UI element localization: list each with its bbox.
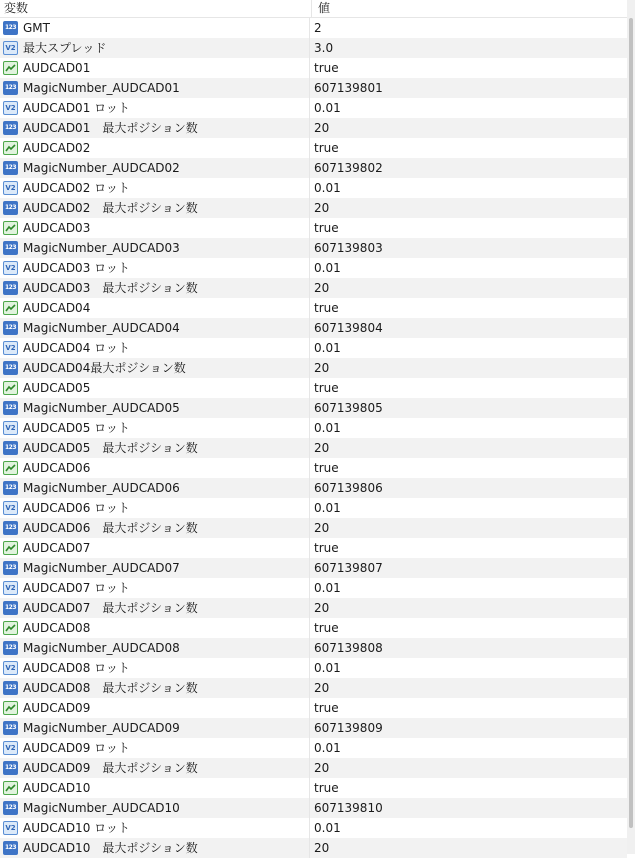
variable-cell: [0, 258, 310, 278]
double-type-icon: V2: [3, 501, 18, 515]
table-row[interactable]: [0, 78, 627, 98]
variable-cell: [0, 458, 310, 478]
table-row[interactable]: [0, 98, 627, 118]
variable-cell: [0, 358, 310, 378]
integer-type-icon: 123: [3, 601, 18, 615]
double-type-icon: V2: [3, 421, 18, 435]
value-cell[interactable]: 0.01: [314, 341, 341, 355]
variable-name: AUDCAD02: [23, 141, 91, 155]
variable-cell: [0, 58, 310, 78]
table-row[interactable]: [0, 138, 627, 158]
variable-name: AUDCAD06: [23, 461, 91, 475]
variable-name: AUDCAD10 最大ポジション数: [23, 841, 198, 855]
value-cell[interactable]: 607139808: [314, 641, 383, 655]
value-cell[interactable]: 0.01: [314, 661, 341, 675]
integer-type-icon: 123: [3, 441, 18, 455]
value-cell[interactable]: 0.01: [314, 101, 341, 115]
table-row[interactable]: [0, 318, 627, 338]
table-row[interactable]: [0, 358, 627, 378]
integer-type-icon: 123: [3, 201, 18, 215]
table-row[interactable]: [0, 718, 627, 738]
variable-cell: [0, 338, 310, 358]
integer-type-icon: 123: [3, 401, 18, 415]
variable-cell: [0, 758, 310, 778]
variable-cell: [0, 98, 310, 118]
variable-name: AUDCAD04: [23, 301, 91, 315]
variable-cell: [0, 438, 310, 458]
variable-cell: [0, 838, 310, 858]
vertical-scrollbar[interactable]: [627, 0, 635, 854]
value-cell[interactable]: 20: [314, 201, 330, 215]
integer-type-icon: 123: [3, 241, 18, 255]
table-row[interactable]: [0, 838, 627, 858]
double-type-icon: V2: [3, 741, 18, 755]
variable-cell: [0, 578, 310, 598]
table-row[interactable]: [0, 638, 627, 658]
table-row[interactable]: [0, 498, 627, 518]
variable-name: MagicNumber_AUDCAD09: [23, 721, 180, 735]
integer-type-icon: 123: [3, 361, 18, 375]
variable-name: AUDCAD04最大ポジション数: [23, 361, 186, 375]
value-cell[interactable]: 607139802: [314, 161, 383, 175]
table-row[interactable]: [0, 818, 627, 838]
column-header-value[interactable]: 値: [318, 1, 331, 15]
value-cell[interactable]: true: [314, 701, 339, 715]
double-type-icon: V2: [3, 101, 18, 115]
boolean-type-icon: [3, 381, 18, 395]
double-type-icon: V2: [3, 41, 18, 55]
value-cell[interactable]: 0.01: [314, 261, 341, 275]
table-row[interactable]: [0, 778, 627, 798]
value-cell[interactable]: true: [314, 621, 339, 635]
table-row[interactable]: [0, 338, 627, 358]
variable-name: MagicNumber_AUDCAD08: [23, 641, 180, 655]
value-cell[interactable]: 0.01: [314, 181, 341, 195]
table-row[interactable]: [0, 478, 627, 498]
variable-cell: [0, 778, 310, 798]
variable-name: AUDCAD07: [23, 541, 91, 555]
value-cell[interactable]: 0.01: [314, 501, 341, 515]
variable-name: AUDCAD01: [23, 61, 91, 75]
variable-name: AUDCAD08 ロット: [23, 661, 130, 675]
value-cell[interactable]: 607139805: [314, 401, 383, 415]
variable-name: AUDCAD09: [23, 701, 91, 715]
variable-cell: [0, 18, 310, 38]
table-row[interactable]: [0, 518, 627, 538]
variable-cell: [0, 158, 310, 178]
table-row[interactable]: [0, 658, 627, 678]
table-row[interactable]: [0, 438, 627, 458]
value-cell[interactable]: 607139801: [314, 81, 383, 95]
variable-name: GMT: [23, 21, 50, 35]
integer-type-icon: 123: [3, 641, 18, 655]
variable-name: AUDCAD10: [23, 781, 91, 795]
table-row[interactable]: [0, 278, 627, 298]
value-cell[interactable]: 20: [314, 521, 330, 535]
boolean-type-icon: [3, 461, 18, 475]
value-cell[interactable]: 607139809: [314, 721, 383, 735]
variable-name: AUDCAD05 ロット: [23, 421, 130, 435]
variable-cell: [0, 118, 310, 138]
table-row[interactable]: [0, 118, 627, 138]
value-cell[interactable]: 0.01: [314, 821, 341, 835]
boolean-type-icon: [3, 701, 18, 715]
variable-name: MagicNumber_AUDCAD10: [23, 801, 180, 815]
value-cell[interactable]: true: [314, 541, 339, 555]
table-row[interactable]: [0, 18, 627, 38]
value-cell[interactable]: 20: [314, 601, 330, 615]
boolean-type-icon: [3, 61, 18, 75]
variable-cell: [0, 418, 310, 438]
table-row[interactable]: [0, 218, 627, 238]
variable-name: AUDCAD03 最大ポジション数: [23, 281, 198, 295]
variable-name: AUDCAD02 最大ポジション数: [23, 201, 198, 215]
value-cell[interactable]: 607139807: [314, 561, 383, 575]
value-cell[interactable]: true: [314, 301, 339, 315]
boolean-type-icon: [3, 781, 18, 795]
table-row[interactable]: [0, 298, 627, 318]
variable-name: MagicNumber_AUDCAD03: [23, 241, 180, 255]
integer-type-icon: 123: [3, 721, 18, 735]
variable-cell: [0, 798, 310, 818]
grid-header: [0, 0, 627, 18]
variable-cell: [0, 818, 310, 838]
variable-name: AUDCAD09 ロット: [23, 741, 130, 755]
table-row[interactable]: [0, 698, 627, 718]
table-row[interactable]: [0, 738, 627, 758]
table-row[interactable]: [0, 198, 627, 218]
variable-cell: [0, 238, 310, 258]
variable-cell: [0, 738, 310, 758]
table-row[interactable]: [0, 238, 627, 258]
variable-cell: [0, 218, 310, 238]
variable-cell: [0, 198, 310, 218]
variable-name: AUDCAD07 最大ポジション数: [23, 601, 198, 615]
variable-name: AUDCAD03 ロット: [23, 261, 130, 275]
value-cell[interactable]: 20: [314, 441, 330, 455]
integer-type-icon: 123: [3, 281, 18, 295]
variable-cell: [0, 38, 310, 58]
integer-type-icon: 123: [3, 321, 18, 335]
scrollbar-thumb[interactable]: [629, 18, 633, 828]
value-cell[interactable]: 0.01: [314, 581, 341, 595]
integer-type-icon: 123: [3, 521, 18, 535]
variable-cell: [0, 638, 310, 658]
value-cell[interactable]: 0.01: [314, 741, 341, 755]
value-cell[interactable]: 20: [314, 761, 330, 775]
variable-cell: [0, 718, 310, 738]
variable-name: AUDCAD09 最大ポジション数: [23, 761, 198, 775]
variable-cell: [0, 538, 310, 558]
value-cell[interactable]: 20: [314, 681, 330, 695]
variable-cell: [0, 518, 310, 538]
value-cell[interactable]: 607139806: [314, 481, 383, 495]
variable-name: MagicNumber_AUDCAD01: [23, 81, 180, 95]
table-row[interactable]: [0, 258, 627, 278]
variable-name: AUDCAD03: [23, 221, 91, 235]
variable-cell: [0, 78, 310, 98]
table-row[interactable]: [0, 758, 627, 778]
variable-cell: [0, 278, 310, 298]
table-row[interactable]: [0, 418, 627, 438]
table-row[interactable]: [0, 458, 627, 478]
integer-type-icon: 123: [3, 161, 18, 175]
variable-cell: [0, 298, 310, 318]
variable-name: AUDCAD06 最大ポジション数: [23, 521, 198, 535]
variable-name: 最大スプレッド: [23, 41, 107, 55]
table-row[interactable]: [0, 678, 627, 698]
value-cell[interactable]: 20: [314, 361, 330, 375]
integer-type-icon: 123: [3, 681, 18, 695]
variable-cell: [0, 498, 310, 518]
integer-type-icon: 123: [3, 121, 18, 135]
variable-name: AUDCAD04 ロット: [23, 341, 130, 355]
variable-name: MagicNumber_AUDCAD04: [23, 321, 180, 335]
column-header-variable[interactable]: 変数: [0, 0, 312, 17]
table-row[interactable]: [0, 158, 627, 178]
value-cell[interactable]: 20: [314, 121, 330, 135]
table-row[interactable]: [0, 798, 627, 818]
variable-name: MagicNumber_AUDCAD07: [23, 561, 180, 575]
double-type-icon: V2: [3, 181, 18, 195]
value-cell[interactable]: 2: [314, 21, 322, 35]
value-cell[interactable]: true: [314, 461, 339, 475]
variable-cell: [0, 378, 310, 398]
variable-name: MagicNumber_AUDCAD02: [23, 161, 180, 175]
value-cell[interactable]: true: [314, 221, 339, 235]
table-row[interactable]: [0, 58, 627, 78]
variable-name: AUDCAD08: [23, 621, 91, 635]
value-cell[interactable]: 20: [314, 281, 330, 295]
integer-type-icon: 123: [3, 801, 18, 815]
double-type-icon: V2: [3, 341, 18, 355]
double-type-icon: V2: [3, 581, 18, 595]
variable-cell: [0, 178, 310, 198]
value-cell[interactable]: 20: [314, 841, 330, 855]
variable-cell: [0, 398, 310, 418]
value-cell[interactable]: 607139803: [314, 241, 383, 255]
value-cell[interactable]: 3.0: [314, 41, 334, 55]
variable-cell: [0, 138, 310, 158]
variable-cell: [0, 558, 310, 578]
boolean-type-icon: [3, 141, 18, 155]
integer-type-icon: 123: [3, 81, 18, 95]
boolean-type-icon: [3, 301, 18, 315]
table-row[interactable]: [0, 378, 627, 398]
variable-name: AUDCAD01 ロット: [23, 101, 130, 115]
table-row[interactable]: [0, 598, 627, 618]
boolean-type-icon: [3, 221, 18, 235]
variable-name: AUDCAD06 ロット: [23, 501, 130, 515]
variable-cell: [0, 478, 310, 498]
integer-type-icon: 123: [3, 481, 18, 495]
value-cell[interactable]: true: [314, 781, 339, 795]
table-row[interactable]: [0, 178, 627, 198]
boolean-type-icon: [3, 621, 18, 635]
variable-cell: [0, 318, 310, 338]
value-cell[interactable]: 0.01: [314, 421, 341, 435]
double-type-icon: V2: [3, 261, 18, 275]
variable-name: AUDCAD02 ロット: [23, 181, 130, 195]
variable-name: AUDCAD01 最大ポジション数: [23, 121, 198, 135]
table-row[interactable]: [0, 578, 627, 598]
variable-cell: [0, 678, 310, 698]
variable-cell: [0, 698, 310, 718]
variable-name: AUDCAD05: [23, 381, 91, 395]
integer-type-icon: 123: [3, 841, 18, 855]
integer-type-icon: 123: [3, 761, 18, 775]
variable-name: AUDCAD08 最大ポジション数: [23, 681, 198, 695]
variable-name: AUDCAD10 ロット: [23, 821, 130, 835]
variable-name: AUDCAD05 最大ポジション数: [23, 441, 198, 455]
value-cell[interactable]: true: [314, 141, 339, 155]
table-row[interactable]: [0, 38, 627, 58]
variable-name: AUDCAD07 ロット: [23, 581, 130, 595]
value-cell[interactable]: true: [314, 61, 339, 75]
value-cell[interactable]: true: [314, 381, 339, 395]
variable-name: MagicNumber_AUDCAD06: [23, 481, 180, 495]
value-cell[interactable]: 607139804: [314, 321, 383, 335]
double-type-icon: V2: [3, 821, 18, 835]
variable-name: MagicNumber_AUDCAD05: [23, 401, 180, 415]
variable-cell: [0, 658, 310, 678]
double-type-icon: V2: [3, 661, 18, 675]
value-cell[interactable]: 607139810: [314, 801, 383, 815]
table-row[interactable]: [0, 538, 627, 558]
variable-cell: [0, 618, 310, 638]
grid-rows: [0, 18, 627, 858]
table-row[interactable]: [0, 618, 627, 638]
integer-type-icon: 123: [3, 561, 18, 575]
table-row[interactable]: [0, 398, 627, 418]
boolean-type-icon: [3, 541, 18, 555]
table-row[interactable]: [0, 558, 627, 578]
integer-type-icon: 123: [3, 21, 18, 35]
variable-cell: [0, 598, 310, 618]
